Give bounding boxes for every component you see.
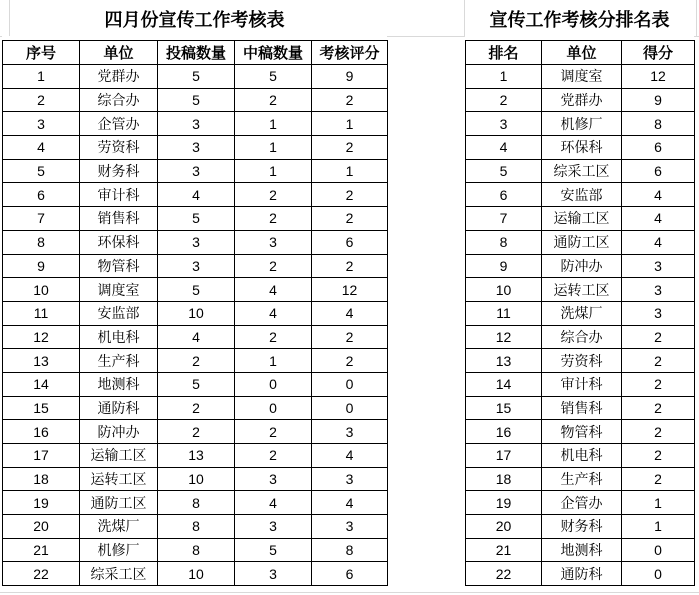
table-row xyxy=(466,301,695,325)
table-cell[interactable]: 13 xyxy=(466,349,542,373)
table-cell[interactable]: 洗煤厂 xyxy=(542,301,622,325)
table-row xyxy=(3,112,388,136)
table-cell[interactable]: 财务科 xyxy=(542,515,622,539)
table-row xyxy=(3,254,388,278)
header-cell-unit[interactable]: 单位 xyxy=(542,41,622,65)
table-row xyxy=(3,301,388,325)
table-cell[interactable]: 13 xyxy=(3,349,80,373)
header-cell-number[interactable]: 序号 xyxy=(3,41,80,65)
table-cell[interactable]: 运输工区 xyxy=(542,207,622,231)
table-cell[interactable]: 4 xyxy=(235,491,312,515)
table-cell[interactable]: 16 xyxy=(466,420,542,444)
table-cell[interactable]: 通防工区 xyxy=(80,491,158,515)
table-cell[interactable]: 4 xyxy=(235,278,312,302)
table-cell[interactable]: 1 xyxy=(622,491,695,515)
table-cell[interactable]: 8 xyxy=(312,538,388,562)
table-cell[interactable]: 1 xyxy=(3,65,80,89)
table-cell[interactable]: 6 xyxy=(312,230,388,254)
table-cell[interactable]: 综采工区 xyxy=(542,159,622,183)
table-cell[interactable]: 16 xyxy=(3,420,80,444)
table-cell[interactable]: 0 xyxy=(622,562,695,586)
table-row xyxy=(466,515,695,539)
table-cell[interactable]: 2 xyxy=(235,420,312,444)
table-cell[interactable]: 0 xyxy=(235,396,312,420)
header-cell-score[interactable]: 考核评分 xyxy=(312,41,388,65)
table-cell[interactable]: 3 xyxy=(235,515,312,539)
table-row xyxy=(3,372,388,396)
table-row xyxy=(3,491,388,515)
table-cell[interactable]: 21 xyxy=(466,538,542,562)
table-cell[interactable]: 20 xyxy=(3,515,80,539)
table-cell[interactable]: 2 xyxy=(312,136,388,160)
sheet-gridline xyxy=(0,592,699,593)
table-cell[interactable]: 8 xyxy=(622,112,695,136)
table-cell[interactable]: 4 xyxy=(158,325,235,349)
table-cell[interactable]: 1 xyxy=(235,136,312,160)
table-cell[interactable]: 12 xyxy=(466,325,542,349)
table-cell[interactable]: 综合办 xyxy=(80,88,158,112)
ranking-header-row xyxy=(466,41,695,65)
table-cell[interactable]: 4 xyxy=(622,230,695,254)
table-row xyxy=(3,136,388,160)
table-cell[interactable]: 企管办 xyxy=(542,491,622,515)
table-cell[interactable]: 2 xyxy=(622,420,695,444)
table-cell[interactable]: 3 xyxy=(312,420,388,444)
table-cell[interactable]: 2 xyxy=(158,349,235,373)
table-cell[interactable]: 1 xyxy=(235,159,312,183)
table-cell[interactable]: 1 xyxy=(622,515,695,539)
table-cell[interactable]: 3 xyxy=(312,515,388,539)
table-row xyxy=(466,278,695,302)
table-row xyxy=(3,444,388,468)
table-cell[interactable]: 8 xyxy=(3,230,80,254)
table-cell[interactable]: 2 xyxy=(622,325,695,349)
table-cell[interactable]: 运输工区 xyxy=(80,444,158,468)
table-cell[interactable]: 8 xyxy=(158,515,235,539)
table-cell[interactable]: 4 xyxy=(3,136,80,160)
table-cell[interactable]: 9 xyxy=(312,65,388,89)
table-cell[interactable]: 12 xyxy=(622,65,695,89)
table-cell[interactable]: 2 xyxy=(312,325,388,349)
table-cell[interactable]: 防冲办 xyxy=(80,420,158,444)
table-cell[interactable]: 物管科 xyxy=(542,420,622,444)
table-cell[interactable]: 6 xyxy=(622,159,695,183)
header-cell-rank[interactable]: 排名 xyxy=(466,41,542,65)
table-cell[interactable]: 2 xyxy=(235,183,312,207)
table-row xyxy=(466,420,695,444)
table-cell[interactable]: 地测科 xyxy=(542,538,622,562)
table-cell[interactable]: 2 xyxy=(312,207,388,231)
table-cell[interactable]: 21 xyxy=(3,538,80,562)
table-cell[interactable]: 销售科 xyxy=(542,396,622,420)
table-cell[interactable]: 机电科 xyxy=(542,444,622,468)
table-row xyxy=(3,349,388,373)
table-cell[interactable]: 10 xyxy=(466,278,542,302)
table-cell[interactable]: 销售科 xyxy=(80,207,158,231)
table-cell[interactable]: 22 xyxy=(3,562,80,586)
table-row xyxy=(3,159,388,183)
table-cell[interactable]: 3 xyxy=(235,230,312,254)
sheet-gridline xyxy=(0,36,2,37)
sheet-gridline xyxy=(694,36,699,37)
table-cell[interactable]: 8 xyxy=(158,538,235,562)
table-cell[interactable]: 11 xyxy=(3,301,80,325)
table-cell[interactable]: 2 xyxy=(622,349,695,373)
table-row xyxy=(3,230,388,254)
table-cell[interactable]: 综采工区 xyxy=(80,562,158,586)
table-cell[interactable]: 1 xyxy=(235,112,312,136)
table-cell[interactable]: 3 xyxy=(622,278,695,302)
sheet-gridline xyxy=(696,0,697,36)
table-cell[interactable]: 12 xyxy=(312,278,388,302)
table-cell[interactable]: 4 xyxy=(622,207,695,231)
table-cell[interactable]: 2 xyxy=(312,88,388,112)
table-cell[interactable]: 4 xyxy=(466,136,542,160)
table-cell[interactable]: 物管科 xyxy=(80,254,158,278)
table-row xyxy=(3,278,388,302)
table-cell[interactable]: 2 xyxy=(158,420,235,444)
table-row xyxy=(3,325,388,349)
table-cell[interactable]: 20 xyxy=(466,515,542,539)
table-row xyxy=(466,372,695,396)
table-cell[interactable]: 1 xyxy=(466,65,542,89)
table-cell[interactable]: 2 xyxy=(622,444,695,468)
table-cell[interactable]: 2 xyxy=(312,254,388,278)
table-cell[interactable]: 洗煤厂 xyxy=(80,515,158,539)
table-cell[interactable]: 17 xyxy=(466,444,542,468)
table-cell[interactable]: 企管办 xyxy=(80,112,158,136)
table-cell[interactable]: 5 xyxy=(466,159,542,183)
table-cell[interactable]: 1 xyxy=(312,159,388,183)
table-row xyxy=(466,183,695,207)
ranking-table-body xyxy=(466,65,695,586)
table-cell[interactable]: 3 xyxy=(158,159,235,183)
table-cell[interactable]: 8 xyxy=(466,230,542,254)
sheet-gridline xyxy=(387,36,465,37)
table-row xyxy=(3,562,388,586)
table-cell[interactable]: 审计科 xyxy=(542,372,622,396)
table-cell[interactable]: 5 xyxy=(158,278,235,302)
table-cell[interactable]: 7 xyxy=(3,207,80,231)
table-cell[interactable]: 党群办 xyxy=(542,88,622,112)
table-cell[interactable]: 3 xyxy=(158,254,235,278)
table-row xyxy=(3,183,388,207)
table-cell[interactable]: 10 xyxy=(158,467,235,491)
table-cell[interactable]: 6 xyxy=(466,183,542,207)
table-cell[interactable]: 通防工区 xyxy=(542,230,622,254)
table-cell[interactable]: 审计科 xyxy=(80,183,158,207)
table-cell[interactable]: 5 xyxy=(158,207,235,231)
table-cell[interactable]: 机修厂 xyxy=(542,112,622,136)
table-cell[interactable]: 安监部 xyxy=(542,183,622,207)
table-row xyxy=(3,396,388,420)
table-cell[interactable]: 调度室 xyxy=(80,278,158,302)
table-cell[interactable]: 3 xyxy=(622,301,695,325)
table-cell[interactable]: 通防科 xyxy=(80,396,158,420)
table-cell[interactable]: 机修厂 xyxy=(80,538,158,562)
table-cell[interactable]: 6 xyxy=(3,183,80,207)
table-cell[interactable]: 2 xyxy=(622,467,695,491)
table-cell[interactable]: 12 xyxy=(3,325,80,349)
table-cell[interactable]: 机电科 xyxy=(80,325,158,349)
table-cell[interactable]: 0 xyxy=(312,372,388,396)
table-cell[interactable]: 2 xyxy=(3,88,80,112)
table-cell[interactable]: 运转工区 xyxy=(542,278,622,302)
table-cell[interactable]: 9 xyxy=(622,88,695,112)
table-cell[interactable]: 3 xyxy=(158,230,235,254)
table-row xyxy=(466,230,695,254)
table-cell[interactable]: 调度室 xyxy=(542,65,622,89)
table-cell[interactable]: 19 xyxy=(3,491,80,515)
table-cell[interactable]: 18 xyxy=(466,467,542,491)
assessment-table-title[interactable]: 四月份宣传工作考核表 xyxy=(104,10,285,30)
table-row xyxy=(3,420,388,444)
table-row xyxy=(466,207,695,231)
table-cell[interactable]: 5 xyxy=(235,65,312,89)
table-cell[interactable]: 防冲办 xyxy=(542,254,622,278)
table-row xyxy=(466,136,695,160)
table-cell[interactable]: 2 xyxy=(235,325,312,349)
table-cell[interactable]: 3 xyxy=(235,467,312,491)
header-cell-unit[interactable]: 单位 xyxy=(80,41,158,65)
table-cell[interactable]: 劳资科 xyxy=(80,136,158,160)
table-cell[interactable]: 10 xyxy=(3,278,80,302)
table-cell[interactable]: 3 xyxy=(312,467,388,491)
table-row xyxy=(3,467,388,491)
table-cell[interactable]: 17 xyxy=(3,444,80,468)
table-cell[interactable]: 通防科 xyxy=(542,562,622,586)
table-cell[interactable]: 3 xyxy=(158,136,235,160)
table-cell[interactable]: 10 xyxy=(158,562,235,586)
table-cell[interactable]: 0 xyxy=(622,538,695,562)
table-row xyxy=(3,207,388,231)
table-cell[interactable]: 2 xyxy=(466,88,542,112)
table-row xyxy=(466,538,695,562)
table-cell[interactable]: 5 xyxy=(158,372,235,396)
assessment-header-row xyxy=(3,41,388,65)
table-cell[interactable]: 18 xyxy=(3,467,80,491)
table-row xyxy=(466,491,695,515)
table-row xyxy=(466,562,695,586)
table-cell[interactable]: 4 xyxy=(622,183,695,207)
table-cell[interactable]: 生产科 xyxy=(80,349,158,373)
table-cell[interactable]: 7 xyxy=(466,207,542,231)
header-cell-submissions[interactable]: 投稿数量 xyxy=(158,41,235,65)
table-row xyxy=(466,444,695,468)
table-cell[interactable]: 9 xyxy=(3,254,80,278)
table-cell[interactable]: 4 xyxy=(158,183,235,207)
table-cell[interactable]: 2 xyxy=(622,372,695,396)
table-cell[interactable]: 地测科 xyxy=(80,372,158,396)
table-cell[interactable]: 3 xyxy=(158,112,235,136)
table-cell[interactable]: 6 xyxy=(312,562,388,586)
table-cell[interactable]: 2 xyxy=(312,183,388,207)
table-cell[interactable]: 8 xyxy=(158,491,235,515)
assessment-table-body xyxy=(3,65,388,586)
table-row xyxy=(3,515,388,539)
table-cell[interactable]: 6 xyxy=(622,136,695,160)
table-cell[interactable]: 15 xyxy=(466,396,542,420)
table-cell[interactable]: 15 xyxy=(3,396,80,420)
table-row xyxy=(466,325,695,349)
table-cell[interactable]: 2 xyxy=(235,444,312,468)
table-cell[interactable]: 2 xyxy=(622,396,695,420)
table-cell[interactable]: 环保科 xyxy=(542,136,622,160)
table-cell[interactable]: 13 xyxy=(158,444,235,468)
table-row xyxy=(466,349,695,373)
table-cell[interactable]: 4 xyxy=(312,491,388,515)
ranking-table-title[interactable]: 宣传工作考核分排名表 xyxy=(489,10,670,30)
table-cell[interactable]: 10 xyxy=(158,301,235,325)
table-cell[interactable]: 0 xyxy=(312,396,388,420)
table-cell[interactable]: 0 xyxy=(235,372,312,396)
table-row xyxy=(3,538,388,562)
table-cell[interactable]: 14 xyxy=(466,372,542,396)
table-cell[interactable]: 劳资科 xyxy=(542,349,622,373)
table-cell[interactable]: 综合办 xyxy=(542,325,622,349)
table-cell[interactable]: 3 xyxy=(622,254,695,278)
table-cell[interactable]: 5 xyxy=(235,538,312,562)
table-cell[interactable]: 财务科 xyxy=(80,159,158,183)
table-cell[interactable]: 环保科 xyxy=(80,230,158,254)
table-cell[interactable]: 安监部 xyxy=(80,301,158,325)
table-row xyxy=(466,65,695,89)
table-cell[interactable]: 5 xyxy=(3,159,80,183)
table-row xyxy=(466,88,695,112)
table-cell[interactable]: 4 xyxy=(235,301,312,325)
table-cell[interactable]: 5 xyxy=(158,88,235,112)
assessment-table xyxy=(2,40,388,586)
table-cell[interactable]: 14 xyxy=(3,372,80,396)
table-cell[interactable]: 2 xyxy=(312,349,388,373)
table-row xyxy=(466,467,695,491)
ranking-table xyxy=(465,40,695,586)
table-cell[interactable]: 3 xyxy=(3,112,80,136)
table-row xyxy=(466,112,695,136)
table-cell[interactable]: 生产科 xyxy=(542,467,622,491)
table-cell[interactable]: 5 xyxy=(158,65,235,89)
table-row xyxy=(466,254,695,278)
table-cell[interactable]: 2 xyxy=(235,207,312,231)
header-cell-accepted[interactable]: 中稿数量 xyxy=(235,41,312,65)
table-row xyxy=(3,88,388,112)
header-cell-score[interactable]: 得分 xyxy=(622,41,695,65)
table-cell[interactable]: 2 xyxy=(235,88,312,112)
table-cell[interactable]: 9 xyxy=(466,254,542,278)
table-cell[interactable]: 党群办 xyxy=(80,65,158,89)
table-row xyxy=(3,65,388,89)
table-cell[interactable]: 1 xyxy=(312,112,388,136)
table-cell[interactable]: 22 xyxy=(466,562,542,586)
table-cell[interactable]: 19 xyxy=(466,491,542,515)
table-cell[interactable]: 11 xyxy=(466,301,542,325)
table-cell[interactable]: 2 xyxy=(158,396,235,420)
table-cell[interactable]: 1 xyxy=(235,349,312,373)
table-cell[interactable]: 3 xyxy=(235,562,312,586)
table-cell[interactable]: 4 xyxy=(312,301,388,325)
table-cell[interactable]: 运转工区 xyxy=(80,467,158,491)
table-cell[interactable]: 3 xyxy=(466,112,542,136)
table-row xyxy=(466,396,695,420)
table-cell[interactable]: 2 xyxy=(235,254,312,278)
table-cell[interactable]: 4 xyxy=(312,444,388,468)
table-row xyxy=(466,159,695,183)
